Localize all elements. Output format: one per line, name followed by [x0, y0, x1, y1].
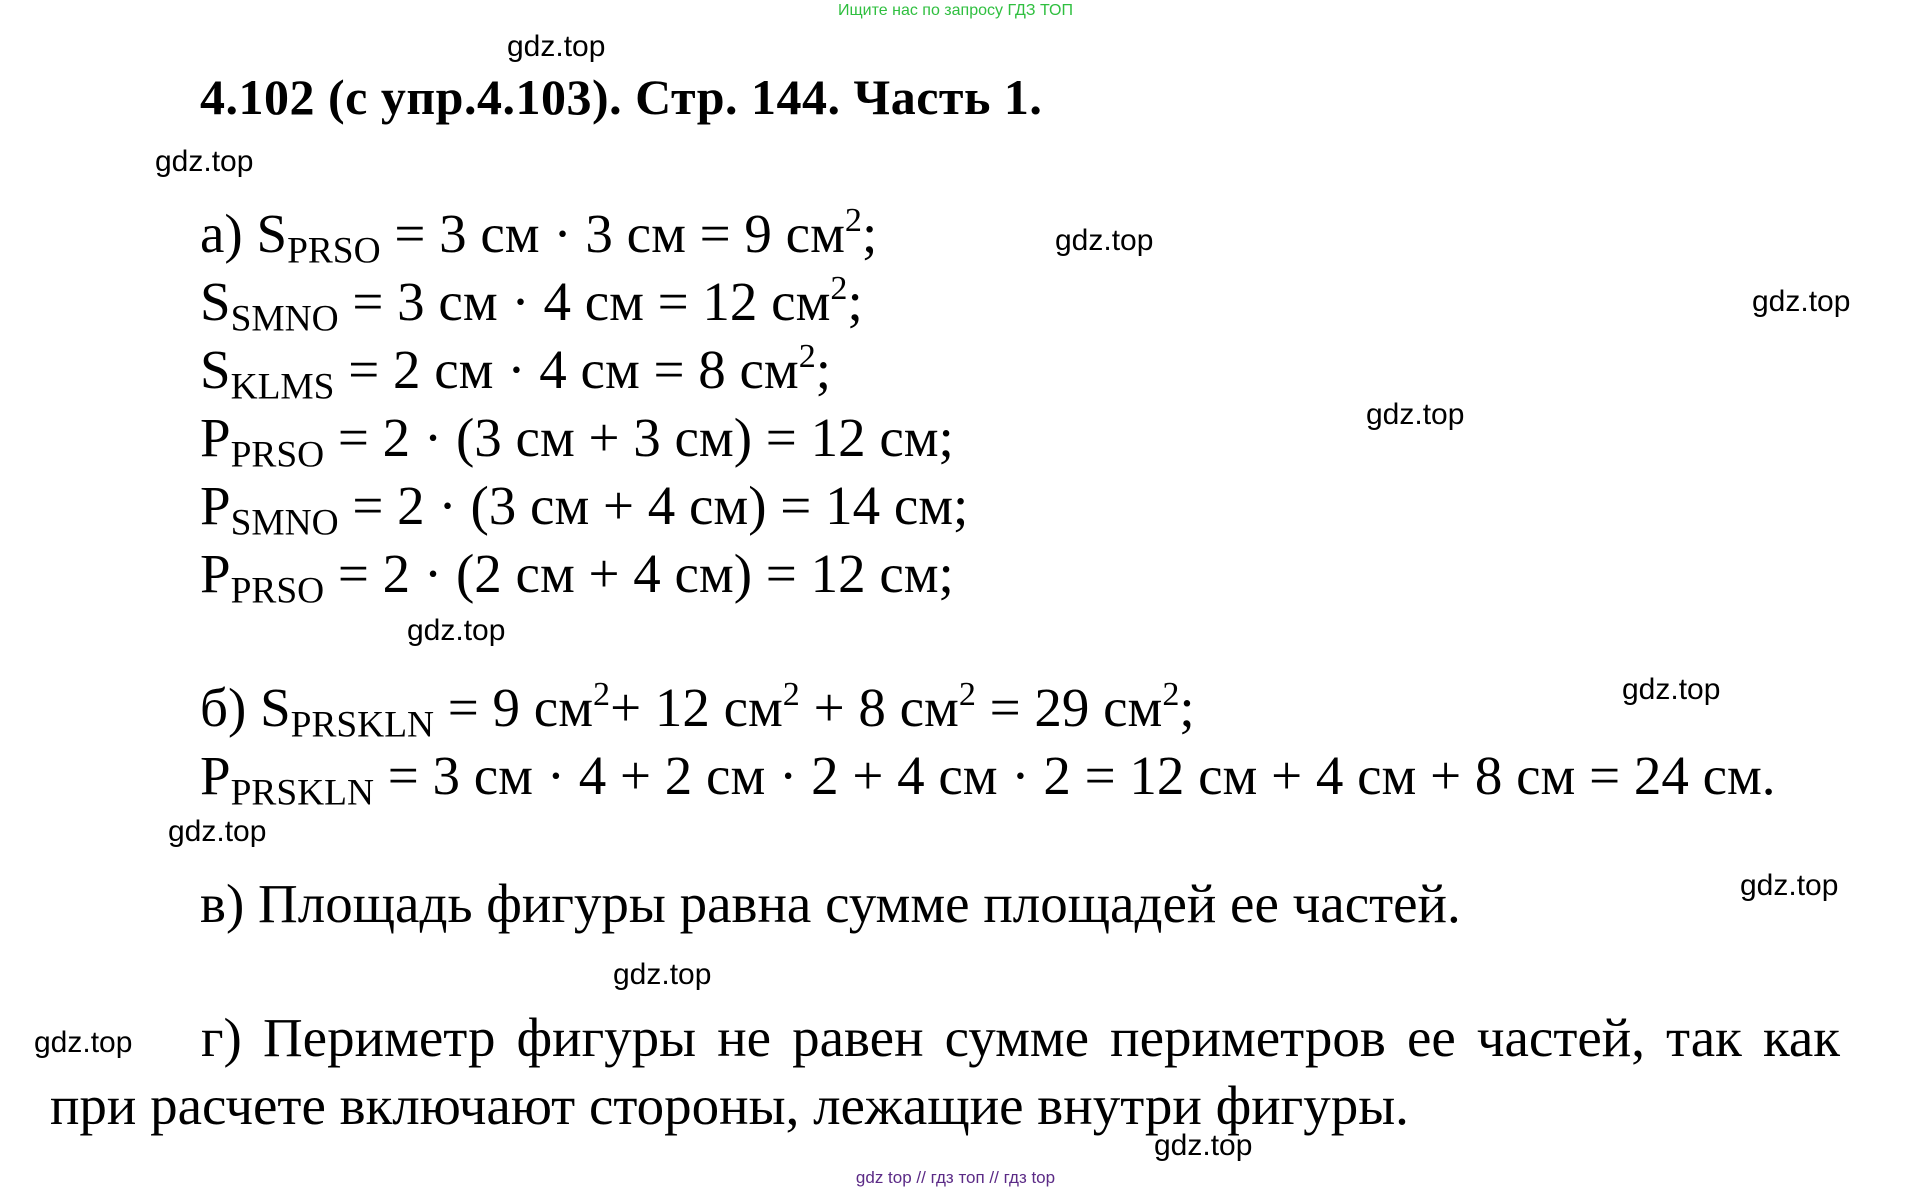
part-a-line-2 [200, 269, 863, 340]
subscript: SMNO [230, 298, 339, 340]
superscript: 2 [782, 675, 800, 713]
watermark: gdz.top [1740, 869, 1839, 902]
watermark: gdz.top [1366, 398, 1465, 431]
expression: = 3 см · 4 + 2 см · 2 + 4 см · 2 = 12 см + 4 см + 8 см = 24 см. [373, 745, 1776, 806]
item-prefix: а) [200, 203, 257, 264]
watermark: gdz.top [407, 614, 506, 647]
superscript: 2 [844, 201, 862, 239]
symbol: S [200, 271, 231, 332]
watermark: gdz.top [1055, 224, 1154, 257]
expression: = 9 см [434, 677, 594, 738]
footer: gdz top // гдз топ // гдз top [855, 1168, 1056, 1187]
item-prefix: б) [200, 677, 261, 738]
expression: = 29 см [975, 677, 1163, 738]
expression: = 2 · (3 см + 3 см) = 12 см; [324, 407, 954, 468]
expression: + 8 см [799, 677, 959, 738]
superscript: 2 [798, 337, 816, 375]
symbol: P [200, 543, 231, 604]
part-a-line-1 [200, 201, 878, 272]
subscript: PRSO [230, 570, 325, 612]
symbol: S [260, 677, 291, 738]
superscript: 2 [830, 269, 848, 307]
part-a-line-3 [200, 337, 832, 408]
watermark: gdz.top [1752, 285, 1851, 318]
subscript: PRSKLN [230, 772, 374, 814]
watermark: gdz.top [168, 815, 267, 848]
watermark: gdz.top [34, 1026, 133, 1059]
symbol: S [200, 339, 231, 400]
part-d-text: г) Периметр фигуры не равен сумме периметров ее частей, так как при расчете включают стороны, лежащие внутри фигуры. [50, 1007, 1840, 1136]
expression: = 2 · (2 см + 4 см) = 12 см; [324, 543, 954, 604]
symbol: P [200, 745, 231, 806]
part-c-text: в) Площадь фигуры равна сумме площадей ее частей. [200, 873, 1461, 934]
subscript: KLMS [230, 366, 335, 408]
top-banner: Ищите нас по запросу ГДЗ ТОП [838, 2, 1073, 19]
watermark: gdz.top [613, 958, 712, 991]
subscript: PRSO [287, 230, 381, 272]
superscript: 2 [593, 675, 611, 713]
expression: = 3 см · 4 см = 12 см [338, 271, 831, 332]
watermark: gdz.top [155, 145, 254, 178]
part-a-line-6 [200, 543, 954, 612]
line-end: ; [861, 203, 878, 264]
symbol: P [200, 475, 231, 536]
expression: = 2 см · 4 см = 8 см [334, 339, 799, 400]
symbol: S [256, 203, 288, 264]
watermark: gdz.top [1622, 673, 1721, 706]
page-title: 4.102 (с упр.4.103). Стр. 144. Часть 1. [200, 69, 1043, 125]
expression: = 2 · (3 см + 4 см) = 14 см; [338, 475, 969, 536]
part-b-line-2 [200, 745, 1776, 814]
part-a-line-4 [200, 407, 954, 476]
expression: = 3 см · 3 см = 9 см [380, 203, 845, 264]
line-end: ; [847, 271, 863, 332]
part-a-line-5 [200, 475, 969, 544]
subscript: SMNO [230, 502, 339, 544]
part-b-line-1 [200, 675, 1195, 746]
superscript: 2 [1162, 675, 1180, 713]
expression: + 12 см [610, 677, 783, 738]
subscript: PRSKLN [290, 704, 435, 746]
subscript: PRSO [230, 434, 325, 476]
symbol: P [200, 407, 231, 468]
watermark: gdz.top [507, 30, 606, 63]
line-end: ; [1179, 677, 1195, 738]
watermark: gdz.top [1154, 1129, 1253, 1162]
superscript: 2 [958, 675, 976, 713]
line-end: ; [815, 339, 832, 400]
